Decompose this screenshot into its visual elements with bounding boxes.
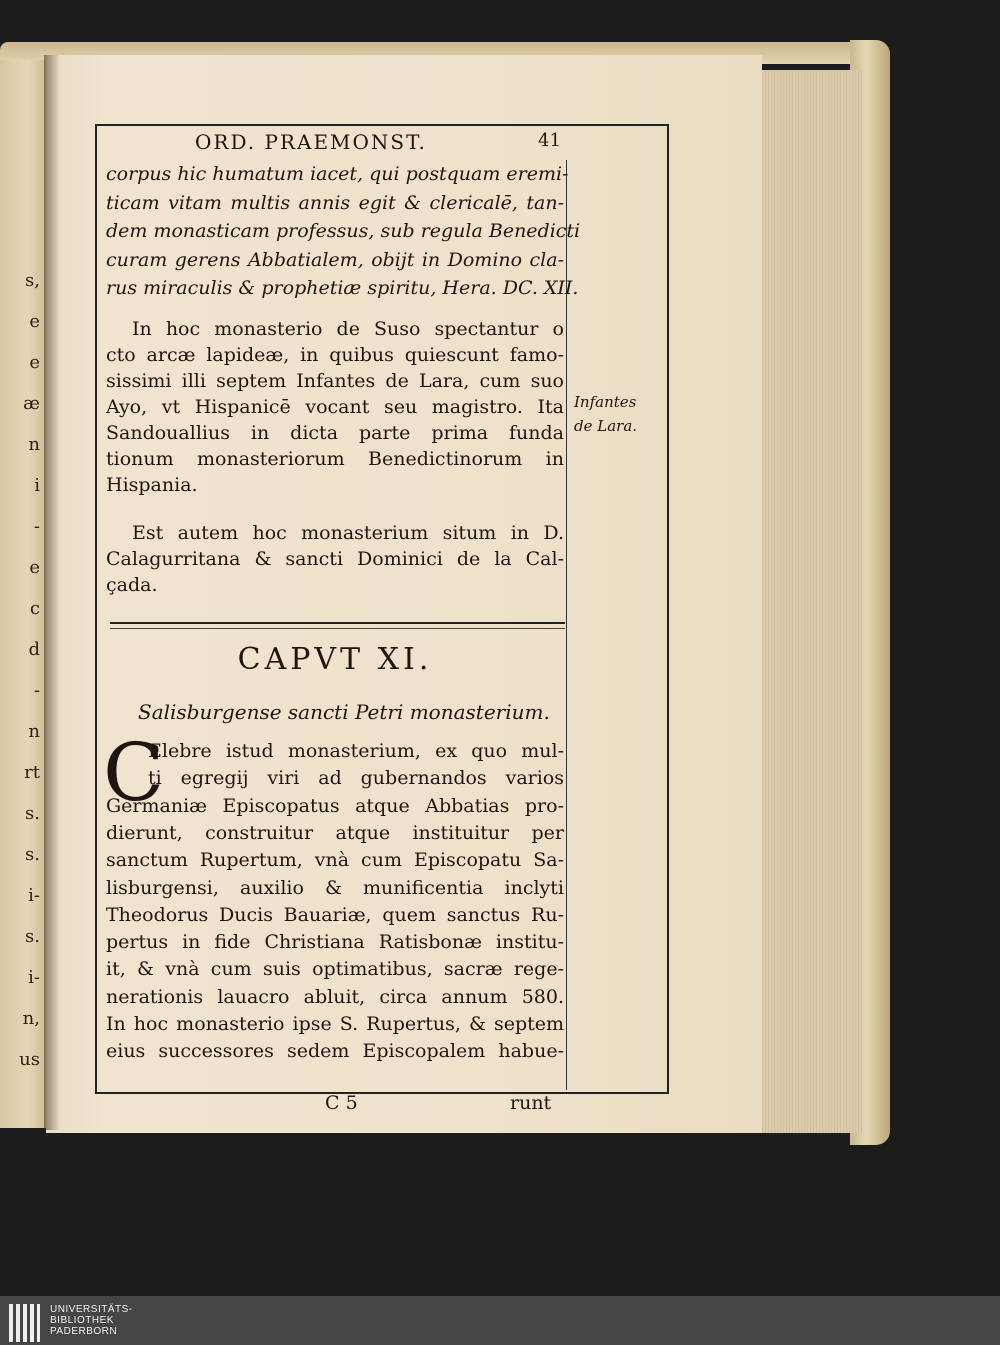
left-page-fragment: e xyxy=(29,557,40,578)
frame-inner-rule xyxy=(566,160,567,1090)
text-line: ti egregij viri ad gubernandos varios xyxy=(148,767,564,790)
text-line: Ayo, vt Hispanicē vocant seu magistro. Ita xyxy=(106,396,564,418)
text-line: cto arcæ lapideæ, in quibus quiescunt famo- xyxy=(106,344,564,366)
left-page-fragment: us xyxy=(19,1049,40,1070)
text-line: sissimi illi septem Infantes de Lara, cum suo xyxy=(106,370,564,392)
left-page-fragment: i- xyxy=(28,967,40,988)
text-line: pertus in fide Christiana Ratisbonæ institu- xyxy=(106,931,564,954)
chapter-title: CAPVT XI. xyxy=(237,642,433,677)
frame-right-rule xyxy=(667,124,669,1094)
left-page-fragment: rt xyxy=(24,762,40,783)
frame-top-rule xyxy=(95,124,669,126)
text-line: lisburgensi, auxilio & munificentia inclyti xyxy=(106,876,564,899)
left-page-fragment: n, xyxy=(22,1008,40,1029)
left-page-fragment: e xyxy=(29,352,40,373)
library-name-line-1: UNIVERSITÄTS- xyxy=(50,1304,133,1315)
text-line: Est autem hoc monasterium situm in D. xyxy=(132,522,564,544)
left-page-fragment: n xyxy=(28,434,40,455)
left-page-fragment: - xyxy=(33,680,40,701)
left-page-fragment: s. xyxy=(25,803,40,824)
chapter-subtitle: Salisburgense sancti Petri monasterium. xyxy=(138,700,550,724)
text-line: Theodorus Ducis Bauariæ, quem sanctus Ru- xyxy=(106,903,564,926)
left-page-fragment: c xyxy=(29,598,40,619)
left-page-fragment: d xyxy=(28,639,40,660)
text-line: Calagurritana & sancti Dominici de la Cal- xyxy=(106,548,564,570)
drop-cap: C xyxy=(103,726,165,819)
margin-note-line-1: Infantes xyxy=(574,393,637,411)
page-block-edges xyxy=(760,70,862,1133)
text-line: In hoc monasterio de Suso spectantur o xyxy=(132,318,564,340)
text-line: rus miraculis & prophetiæ spiritu, Hera. DC. XII. xyxy=(106,277,579,299)
left-page-fragment: s. xyxy=(25,926,40,947)
left-page-fragment: n xyxy=(28,721,40,742)
text-line: Sandouallius in dicta parte prima funda xyxy=(106,422,564,444)
left-page-fragment: s. xyxy=(25,844,40,865)
section-rule-thin xyxy=(110,628,565,629)
text-line: Elebre istud monasterium, ex quo mul- xyxy=(148,740,564,762)
text-line: çada. xyxy=(106,574,158,596)
text-line: Hispania. xyxy=(106,474,198,496)
text-line: it, & vnà cum suis optimatibus, sacræ rege- xyxy=(106,958,564,981)
left-page-fragment: i xyxy=(34,475,40,496)
gutter-shadow xyxy=(44,55,60,1130)
frame-bottom-rule xyxy=(95,1092,669,1094)
frame-left-rule xyxy=(95,124,97,1094)
text-line: corpus hic humatum iacet, qui postquam eremi- xyxy=(106,163,569,185)
text-line: tionum monasteriorum Benedictinorum in xyxy=(106,448,564,470)
section-rule xyxy=(110,622,565,624)
text-line: dem monasticam professus, sub regula Benedicti xyxy=(106,220,581,242)
text-line: ticam vitam multis annis egit & clericalē, tan- xyxy=(106,191,564,214)
left-page-fragment: i- xyxy=(28,885,40,906)
page-number: 41 xyxy=(538,130,561,151)
text-line: Germaniæ Episcopatus atque Abbatias pro- xyxy=(106,794,564,817)
margin-note-line-2: de Lara. xyxy=(574,417,638,435)
running-title: ORD. PRAEMONST. xyxy=(195,130,427,154)
text-line: In hoc monasterio ipse S. Rupertus, & septem xyxy=(106,1013,564,1035)
text-line: dierunt, construitur atque instituitur per xyxy=(106,821,564,844)
left-page-fragment: - xyxy=(33,516,40,537)
signature-mark: C 5 xyxy=(325,1092,358,1114)
catchword: runt xyxy=(510,1092,552,1114)
text-line: eius successores sedem Episcopalem habue- xyxy=(106,1040,564,1063)
text-line: nerationis lauacro abluit, circa annum 580. xyxy=(106,985,564,1008)
library-name-line-3: PADERBORN xyxy=(50,1326,118,1337)
left-page-fragment: e xyxy=(29,311,40,332)
left-page-fragment: æ xyxy=(23,393,40,414)
library-name-line-2: BIBLIOTHEK xyxy=(50,1315,114,1326)
left-page-edge xyxy=(0,60,50,1128)
left-page-fragment: s, xyxy=(25,270,40,291)
text-line: curam gerens Abbatialem, obijt in Domino cla- xyxy=(106,248,564,271)
library-logo-icon xyxy=(9,1304,45,1342)
text-line: sanctum Rupertum, vnà cum Episcopatu Sa- xyxy=(106,849,564,872)
library-footer-bar xyxy=(0,1296,1000,1345)
